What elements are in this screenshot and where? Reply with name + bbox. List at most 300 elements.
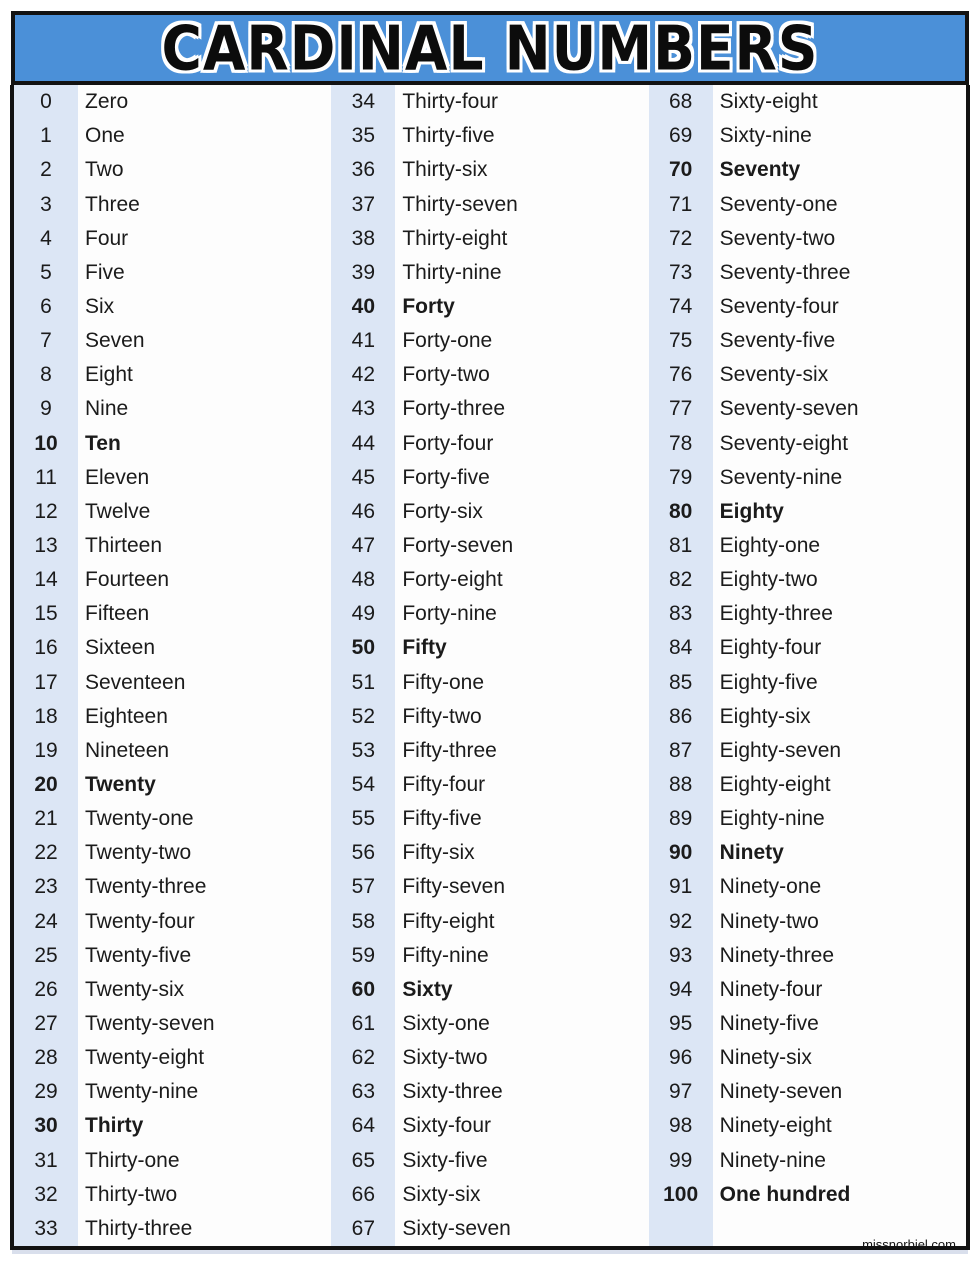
number-cell: 68 (649, 85, 713, 119)
table-row (14, 1212, 331, 1246)
table-row (14, 1109, 331, 1143)
number-cell: 4 (14, 222, 78, 256)
word-cell: Ninety (719, 841, 784, 865)
table-row (331, 85, 648, 119)
table-row (331, 666, 648, 700)
word-cell: Seventy (719, 158, 801, 182)
word-cell: Ninety-five (719, 1012, 819, 1036)
table-row (649, 358, 966, 392)
word-cell: Eight (85, 363, 133, 387)
table-row (649, 1178, 966, 1212)
word-cell: Ten (85, 431, 121, 455)
word-cell: Ninety-three (719, 943, 835, 967)
number-cell: 10 (14, 426, 78, 460)
word-cell: Sixty-eight (719, 90, 818, 114)
word-cell: Thirty-seven (402, 192, 518, 216)
table-row (14, 222, 331, 256)
word-cell: Seventy-six (719, 363, 829, 387)
word-cell: Forty (402, 294, 455, 318)
table-row (14, 836, 331, 870)
number-cell: 40 (331, 290, 395, 324)
table-row (14, 802, 331, 836)
number-cell: 51 (331, 666, 395, 700)
number-cell: 65 (331, 1144, 395, 1178)
table-row (649, 802, 966, 836)
table-row (14, 1041, 331, 1075)
word-cell: Eighteen (85, 704, 168, 728)
number-cell: 87 (649, 734, 713, 768)
word-cell: Sixty (402, 977, 453, 1001)
table-row (331, 426, 648, 460)
table-row (331, 392, 648, 426)
word-cell: Eighty-nine (719, 807, 825, 831)
number-cell: 42 (331, 358, 395, 392)
word-cell: Five (85, 260, 125, 284)
page-title: CARDINAL NUMBERS (161, 12, 819, 84)
table-row (331, 324, 648, 358)
word-cell: Twenty-seven (85, 1012, 215, 1036)
number-cell: 62 (331, 1041, 395, 1075)
number-cell: 35 (331, 119, 395, 153)
number-cell: 0 (14, 85, 78, 119)
number-cell: 75 (649, 324, 713, 358)
table-row (14, 85, 331, 119)
number-cell: 19 (14, 734, 78, 768)
table-row (649, 870, 966, 904)
table-row (649, 256, 966, 290)
word-cell: Thirty-one (85, 1148, 180, 1172)
word-cell: Fifteen (85, 602, 150, 626)
number-cell: 63 (331, 1075, 395, 1109)
table-row (331, 939, 648, 973)
number-cell: 96 (649, 1041, 713, 1075)
word-cell: Fifty-four (402, 773, 486, 796)
number-cell: 13 (14, 529, 78, 563)
word-cell: Sixty-five (402, 1148, 488, 1172)
number-cell: 41 (331, 324, 395, 358)
number-cell: 15 (14, 597, 78, 631)
word-cell: Fifty-five (402, 807, 482, 831)
table-row (331, 1212, 648, 1246)
table-row (649, 1007, 966, 1041)
number-cell: 60 (331, 973, 395, 1007)
table-row (649, 973, 966, 1007)
table-row (14, 153, 331, 187)
word-cell: Ninety-six (719, 1046, 812, 1070)
number-cell: 88 (649, 768, 713, 802)
word-cell: Thirty (85, 1114, 144, 1138)
word-cell: Ninety-seven (719, 1080, 843, 1104)
table-row (649, 119, 966, 153)
number-cell: 20 (14, 768, 78, 802)
word-cell: Sixty-three (402, 1080, 503, 1104)
table-row (14, 631, 331, 665)
number-cell: 30 (14, 1109, 78, 1143)
table-row (331, 1109, 648, 1143)
number-cell: 80 (649, 495, 713, 529)
table-row (649, 426, 966, 460)
table-row (331, 495, 648, 529)
word-cell: Seventy-nine (719, 465, 843, 489)
number-cell: 61 (331, 1007, 395, 1041)
number-cell: 58 (331, 905, 395, 939)
number-cell: 50 (331, 631, 395, 665)
table-row (331, 461, 648, 495)
number-cell: 47 (331, 529, 395, 563)
word-cell: Twenty-one (85, 807, 194, 831)
word-cell: Seven (85, 329, 145, 353)
table-row (331, 529, 648, 563)
word-cell: Nine (85, 397, 129, 421)
word-cell: Fifty-one (402, 670, 485, 694)
table-row (649, 461, 966, 495)
number-cell: 95 (649, 1007, 713, 1041)
table-row (14, 700, 331, 734)
word-cell: Twenty-eight (85, 1046, 205, 1070)
word-cell: Twenty (85, 773, 156, 796)
table-row (649, 324, 966, 358)
word-cell: Fifty-nine (402, 943, 489, 967)
number-cell: 56 (331, 836, 395, 870)
word-cell: Eighty-five (719, 670, 818, 694)
table-row (14, 870, 331, 904)
table-row (14, 666, 331, 700)
number-column (649, 85, 966, 1246)
number-column (331, 85, 648, 1246)
word-cell: Thirty-four (402, 90, 499, 114)
table-row (331, 802, 648, 836)
table-row (331, 734, 648, 768)
table-row (14, 119, 331, 153)
number-cell: 66 (331, 1178, 395, 1212)
word-cell: Seventy-three (719, 260, 851, 284)
number-cell: 21 (14, 802, 78, 836)
word-cell: Thirty-two (85, 1182, 178, 1206)
word-cell: Fifty (402, 636, 447, 660)
number-cell: 39 (331, 256, 395, 290)
table-row (14, 256, 331, 290)
word-cell: Fifty-eight (402, 909, 495, 933)
word-cell: One hundred (719, 1182, 851, 1206)
number-cell: 57 (331, 870, 395, 904)
number-cell: 54 (331, 768, 395, 802)
word-cell: Forty-one (402, 329, 493, 353)
table-row (331, 1007, 648, 1041)
word-cell: Forty-eight (402, 568, 503, 592)
word-cell: Seventy-five (719, 329, 836, 353)
word-cell: Forty-two (402, 363, 490, 387)
table-row (14, 495, 331, 529)
table-row (331, 768, 648, 802)
number-cell: 55 (331, 802, 395, 836)
table-row (331, 256, 648, 290)
word-cell: Ninety-four (719, 977, 823, 1001)
number-cell: 7 (14, 324, 78, 358)
table-row (649, 290, 966, 324)
number-cell: 76 (649, 358, 713, 392)
table-row (14, 1178, 331, 1212)
word-cell: Forty-seven (402, 533, 514, 557)
table-row (649, 1109, 966, 1143)
table-row (331, 870, 648, 904)
word-cell: Fifty-six (402, 841, 475, 865)
number-cell: 28 (14, 1041, 78, 1075)
word-cell: Nineteen (85, 738, 170, 762)
word-cell: Six (85, 294, 115, 318)
number-cell: 71 (649, 187, 713, 221)
table-row (14, 597, 331, 631)
number-cell: 2 (14, 153, 78, 187)
number-cell: 17 (14, 666, 78, 700)
word-cell: Eighty (719, 499, 784, 523)
table-row (14, 939, 331, 973)
title-banner (11, 11, 969, 85)
table-row (331, 700, 648, 734)
word-cell: Four (85, 226, 129, 250)
table-row (14, 734, 331, 768)
word-cell: Eleven (85, 465, 150, 489)
number-cell: 43 (331, 392, 395, 426)
word-cell: Seventy-one (719, 192, 838, 216)
word-cell: Fifty-two (402, 704, 482, 728)
table-row (649, 495, 966, 529)
word-cell: Thirty-three (85, 1216, 193, 1240)
table-row (331, 905, 648, 939)
word-cell: Two (85, 158, 124, 182)
table-row (649, 734, 966, 768)
number-cell: 98 (649, 1109, 713, 1143)
number-cell: 70 (649, 153, 713, 187)
word-cell: Forty-six (402, 499, 483, 523)
number-cell: 31 (14, 1144, 78, 1178)
word-cell: Twenty-five (85, 943, 192, 967)
number-cell: 29 (14, 1075, 78, 1109)
table-row (649, 836, 966, 870)
word-cell: Thirty-nine (402, 260, 502, 284)
number-cell: 34 (331, 85, 395, 119)
word-cell: Ninety-eight (719, 1114, 832, 1138)
numbers-table (10, 85, 970, 1250)
number-cell: 49 (331, 597, 395, 631)
number-cell: 78 (649, 426, 713, 460)
word-cell: Eighty-six (719, 704, 811, 728)
word-cell: Seventeen (85, 670, 186, 694)
word-cell: Sixty-four (402, 1114, 492, 1138)
table-row (331, 631, 648, 665)
number-cell: 45 (331, 461, 395, 495)
table-row (649, 392, 966, 426)
number-cell: 11 (14, 461, 78, 495)
number-cell: 46 (331, 495, 395, 529)
number-cell: 24 (14, 905, 78, 939)
number-cell: 92 (649, 905, 713, 939)
number-cell: 97 (649, 1075, 713, 1109)
word-cell: Forty-five (402, 465, 490, 489)
number-cell: 27 (14, 1007, 78, 1041)
table-row (331, 222, 648, 256)
word-cell: Three (85, 192, 140, 216)
word-cell: Forty-three (402, 397, 506, 421)
word-cell: Twenty-four (85, 909, 195, 933)
table-row (649, 666, 966, 700)
number-cell: 90 (649, 836, 713, 870)
table-row (14, 905, 331, 939)
word-cell: Eighty-seven (719, 738, 842, 762)
word-cell: Fourteen (85, 568, 170, 592)
table-row (649, 529, 966, 563)
number-cell: 69 (649, 119, 713, 153)
table-row (14, 563, 331, 597)
word-cell: Sixty-one (402, 1012, 490, 1036)
word-cell: Seventy-four (719, 294, 839, 318)
word-cell: Twenty-two (85, 841, 192, 865)
number-cell: 81 (649, 529, 713, 563)
number-column (14, 85, 331, 1246)
word-cell: One (85, 124, 125, 148)
number-cell: 23 (14, 870, 78, 904)
number-cell: 83 (649, 597, 713, 631)
number-cell: 100 (649, 1178, 713, 1212)
word-cell: Eighty-four (719, 636, 822, 660)
table-row (649, 1075, 966, 1109)
word-cell: Thirty-eight (402, 226, 508, 250)
word-cell: Sixty-seven (402, 1216, 511, 1240)
number-cell: 5 (14, 256, 78, 290)
word-cell: Forty-nine (402, 602, 497, 626)
table-row (649, 85, 966, 119)
number-cell: 9 (14, 392, 78, 426)
table-row (331, 1041, 648, 1075)
number-cell: 79 (649, 461, 713, 495)
table-row (14, 324, 331, 358)
word-cell: Thirteen (85, 533, 163, 557)
word-cell: Twenty-nine (85, 1080, 199, 1104)
table-row (14, 1144, 331, 1178)
number-cell: 52 (331, 700, 395, 734)
number-cell: 44 (331, 426, 395, 460)
number-cell: 6 (14, 290, 78, 324)
table-row (649, 222, 966, 256)
table-row (14, 768, 331, 802)
table-row (14, 461, 331, 495)
number-cell: 82 (649, 563, 713, 597)
number-cell: 25 (14, 939, 78, 973)
number-cell: 86 (649, 700, 713, 734)
table-row (649, 1144, 966, 1178)
number-cell: 94 (649, 973, 713, 1007)
word-cell: Fifty-seven (402, 875, 506, 899)
table-row (649, 939, 966, 973)
number-cell: 22 (14, 836, 78, 870)
number-cell: 32 (14, 1178, 78, 1212)
table-row (331, 836, 648, 870)
number-cell: 12 (14, 495, 78, 529)
table-row (331, 153, 648, 187)
number-cell: 64 (331, 1109, 395, 1143)
number-cell: 18 (14, 700, 78, 734)
word-cell: Seventy-eight (719, 431, 849, 455)
word-cell: Thirty-five (402, 124, 495, 148)
word-cell: Sixty-two (402, 1046, 488, 1070)
word-cell: Fifty-three (402, 738, 497, 762)
number-cell (649, 1212, 713, 1246)
number-cell: 8 (14, 358, 78, 392)
word-cell: Sixty-nine (719, 124, 812, 148)
word-cell: Thirty-six (402, 158, 488, 182)
word-cell: Eighty-one (719, 533, 821, 557)
number-cell: 99 (649, 1144, 713, 1178)
number-cell: 84 (649, 631, 713, 665)
number-cell: 16 (14, 631, 78, 665)
table-row (649, 768, 966, 802)
table-row (14, 426, 331, 460)
table-row (331, 119, 648, 153)
word-cell: Eighty-three (719, 602, 833, 626)
table-row (649, 631, 966, 665)
number-cell: 48 (331, 563, 395, 597)
table-row (331, 290, 648, 324)
word-cell: Ninety-nine (719, 1148, 826, 1172)
word-cell: Sixty-six (402, 1182, 481, 1206)
number-cell: 72 (649, 222, 713, 256)
table-row (14, 529, 331, 563)
number-cell: 89 (649, 802, 713, 836)
table-row (649, 563, 966, 597)
number-cell: 59 (331, 939, 395, 973)
table-row (331, 973, 648, 1007)
word-cell: Zero (85, 90, 129, 114)
number-cell: 67 (331, 1212, 395, 1246)
word-cell: Twenty-six (85, 977, 185, 1001)
number-cell: 53 (331, 734, 395, 768)
number-cell: 3 (14, 187, 78, 221)
table-row (331, 1178, 648, 1212)
number-cell: 36 (331, 153, 395, 187)
word-cell: Ninety-one (719, 875, 822, 899)
number-cell: 26 (14, 973, 78, 1007)
number-cell: 91 (649, 870, 713, 904)
word-cell: Twelve (85, 499, 151, 523)
number-cell: 73 (649, 256, 713, 290)
table-row (649, 1041, 966, 1075)
word-cell: Seventy-two (719, 226, 836, 250)
table-row (649, 187, 966, 221)
number-cell: 14 (14, 563, 78, 597)
table-row (331, 563, 648, 597)
table-row (331, 187, 648, 221)
table-row (331, 1144, 648, 1178)
number-cell: 37 (331, 187, 395, 221)
table-row (14, 1007, 331, 1041)
word-cell: Ninety-two (719, 909, 819, 933)
number-cell: 74 (649, 290, 713, 324)
table-row (649, 597, 966, 631)
word-cell: Eighty-two (719, 568, 818, 592)
table-row (14, 290, 331, 324)
table-row (14, 1075, 331, 1109)
table-row (14, 358, 331, 392)
table-row (14, 392, 331, 426)
watermark-text: missnorbiel.com (862, 1237, 956, 1252)
word-cell: Eighty-eight (719, 773, 831, 796)
number-cell: 77 (649, 392, 713, 426)
table-row (649, 905, 966, 939)
word-cell: Seventy-seven (719, 397, 859, 421)
number-cell: 85 (649, 666, 713, 700)
table-row (14, 187, 331, 221)
word-cell: Sixteen (85, 636, 156, 660)
table-row (331, 597, 648, 631)
